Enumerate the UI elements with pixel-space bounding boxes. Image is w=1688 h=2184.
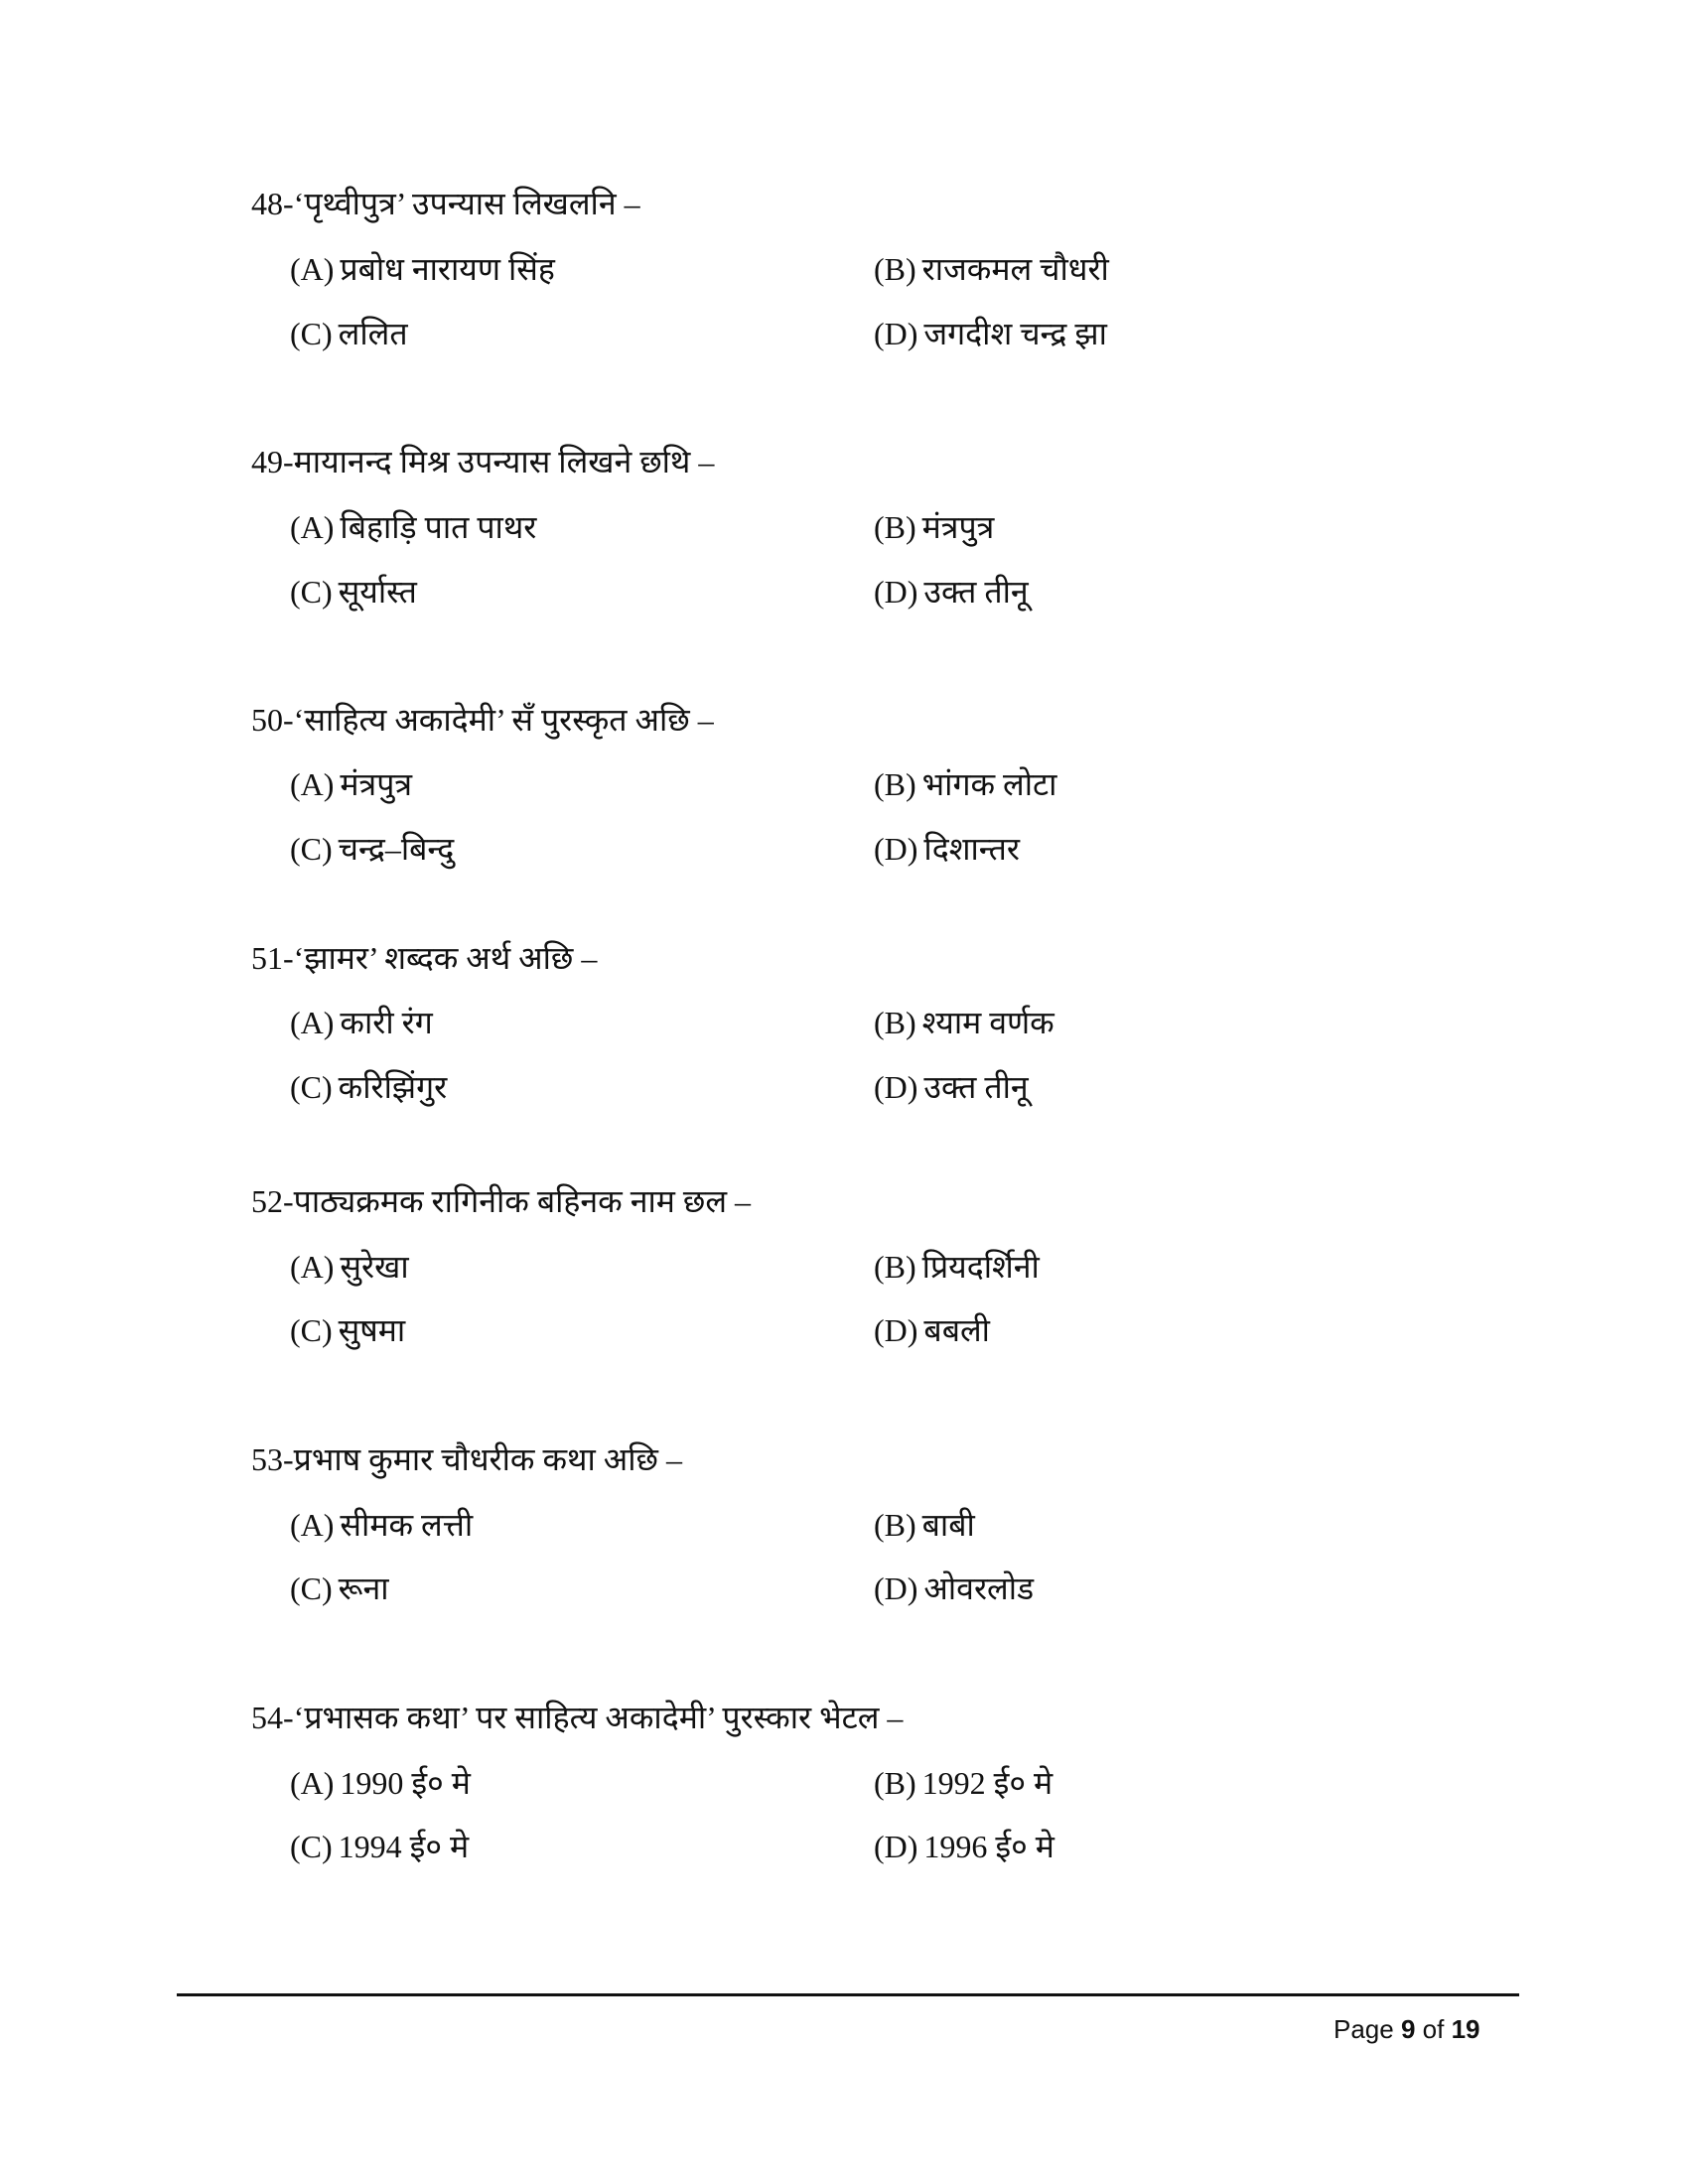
option-text: 1994 ई० मे xyxy=(338,1829,470,1864)
question-text: ‘पृथ्वीपुत्र’ उपन्यास लिखलनि – xyxy=(293,186,640,221)
option-text: उक्त तीनू xyxy=(923,574,1029,610)
option-text: करिझिंगुर xyxy=(338,1069,448,1105)
option-text: सीमक लत्ती xyxy=(340,1507,474,1543)
question-49 xyxy=(251,442,714,481)
option-text: ओवरलोड xyxy=(923,1570,1035,1606)
option-c xyxy=(290,572,417,612)
option-label: (C) xyxy=(290,574,333,610)
option-label: (A) xyxy=(290,1507,335,1543)
option-text: ललित xyxy=(338,316,408,351)
page-number xyxy=(1334,2013,1480,2045)
option-c xyxy=(290,1569,389,1608)
option-c xyxy=(290,1310,405,1350)
option-a xyxy=(290,764,412,804)
option-a xyxy=(290,1247,409,1287)
page-total: 19 xyxy=(1451,2014,1480,2044)
question-52 xyxy=(251,1181,751,1221)
option-text: चन्द्र–बिन्दु xyxy=(338,831,455,867)
option-text: मंत्रपुत्र xyxy=(340,766,413,802)
option-label: (B) xyxy=(874,1249,916,1285)
option-b xyxy=(874,1247,1040,1287)
question-number: 50- xyxy=(251,702,294,738)
option-text: प्रबोध नारायण सिंह xyxy=(340,251,555,287)
option-label: (C) xyxy=(290,831,333,867)
question-number: 53- xyxy=(251,1441,294,1477)
option-text: सूर्यास्त xyxy=(338,574,417,610)
option-text: भांगक लोटा xyxy=(921,766,1057,802)
question-51 xyxy=(251,938,597,978)
option-text: 1992 ई० मे xyxy=(921,1765,1054,1801)
option-label: (D) xyxy=(874,574,918,610)
page-current: 9 xyxy=(1400,2014,1416,2044)
option-label: (B) xyxy=(874,509,916,545)
option-text: 1996 ई० मे xyxy=(923,1829,1055,1864)
option-text: दिशान्तर xyxy=(923,831,1020,867)
option-d xyxy=(874,1310,990,1350)
option-label: (C) xyxy=(290,316,333,351)
option-text: मंत्रपुत्र xyxy=(921,509,995,545)
option-d xyxy=(874,1569,1034,1608)
option-label: (C) xyxy=(290,1312,333,1348)
question-text: प्रभाष कुमार चौधरीक कथा अछि – xyxy=(293,1441,682,1477)
option-text: रूना xyxy=(338,1570,389,1606)
option-text: बबली xyxy=(923,1312,990,1348)
option-text: सुषमा xyxy=(338,1312,406,1348)
option-label: (D) xyxy=(874,316,918,351)
option-c xyxy=(290,1827,469,1866)
question-text: ‘साहित्य अकादेमी’ सँ पुरस्कृत अछि – xyxy=(293,702,714,738)
option-label: (D) xyxy=(874,1312,918,1348)
option-a xyxy=(290,249,555,289)
option-label: (B) xyxy=(874,1005,916,1040)
option-label: (D) xyxy=(874,1069,918,1105)
option-text: प्रियदर्शिनी xyxy=(921,1249,1040,1285)
option-d xyxy=(874,829,1020,869)
option-c xyxy=(290,1067,447,1107)
question-48 xyxy=(251,184,640,223)
option-b xyxy=(874,507,994,547)
page-prefix: Page xyxy=(1334,2014,1394,2044)
option-c xyxy=(290,314,408,353)
option-b xyxy=(874,249,1109,289)
option-text: बिहाड़ि पात पाथर xyxy=(340,509,537,545)
option-text: बाबी xyxy=(921,1507,975,1543)
footer-divider xyxy=(177,1993,1519,1996)
option-text: 1990 ई० मे xyxy=(340,1765,471,1801)
option-text: राजकमल चौधरी xyxy=(921,251,1109,287)
option-label: (C) xyxy=(290,1829,333,1864)
question-number: 48- xyxy=(251,186,294,221)
option-c xyxy=(290,829,454,869)
option-label: (B) xyxy=(874,251,916,287)
option-d xyxy=(874,1067,1029,1107)
page-sep: of xyxy=(1422,2014,1445,2044)
question-text: ‘प्रभासक कथा’ पर साहित्य अकादेमी’ पुरस्कार भेटल – xyxy=(293,1700,904,1735)
option-text: उक्त तीनू xyxy=(923,1069,1029,1105)
question-text: मायानन्द मिश्र उपन्यास लिखने छथि – xyxy=(293,444,715,479)
option-label: (B) xyxy=(874,1765,916,1801)
option-label: (D) xyxy=(874,1570,918,1606)
question-50 xyxy=(251,700,714,740)
option-label: (A) xyxy=(290,1249,335,1285)
option-label: (A) xyxy=(290,509,335,545)
option-a xyxy=(290,1763,471,1803)
option-a xyxy=(290,1003,433,1042)
option-label: (B) xyxy=(874,766,916,802)
option-label: (A) xyxy=(290,1005,335,1040)
option-text: जगदीश चन्द्र झा xyxy=(923,316,1107,351)
option-text: श्याम वर्णक xyxy=(921,1005,1055,1040)
question-53 xyxy=(251,1439,682,1479)
option-b xyxy=(874,1505,975,1545)
option-label: (D) xyxy=(874,831,918,867)
option-label: (D) xyxy=(874,1829,918,1864)
option-label: (A) xyxy=(290,1765,335,1801)
option-d xyxy=(874,572,1029,612)
option-label: (B) xyxy=(874,1507,916,1543)
option-d xyxy=(874,314,1107,353)
option-a xyxy=(290,507,536,547)
option-label: (A) xyxy=(290,251,335,287)
question-number: 51- xyxy=(251,940,294,976)
question-text: पाठ्यक्रमक रागिनीक बहिनक नाम छल – xyxy=(293,1183,752,1219)
option-label: (C) xyxy=(290,1069,333,1105)
option-label: (A) xyxy=(290,766,335,802)
question-text: ‘झामर’ शब्दक अर्थ अछि – xyxy=(293,940,598,976)
option-b xyxy=(874,1003,1055,1042)
question-number: 52- xyxy=(251,1183,294,1219)
question-54 xyxy=(251,1698,903,1737)
option-b xyxy=(874,764,1056,804)
question-number: 54- xyxy=(251,1700,294,1735)
option-label: (C) xyxy=(290,1570,333,1606)
option-a xyxy=(290,1505,473,1545)
option-text: सुरेखा xyxy=(340,1249,409,1285)
question-number: 49- xyxy=(251,444,294,479)
option-text: कारी रंग xyxy=(340,1005,433,1040)
option-b xyxy=(874,1763,1053,1803)
option-d xyxy=(874,1827,1055,1866)
